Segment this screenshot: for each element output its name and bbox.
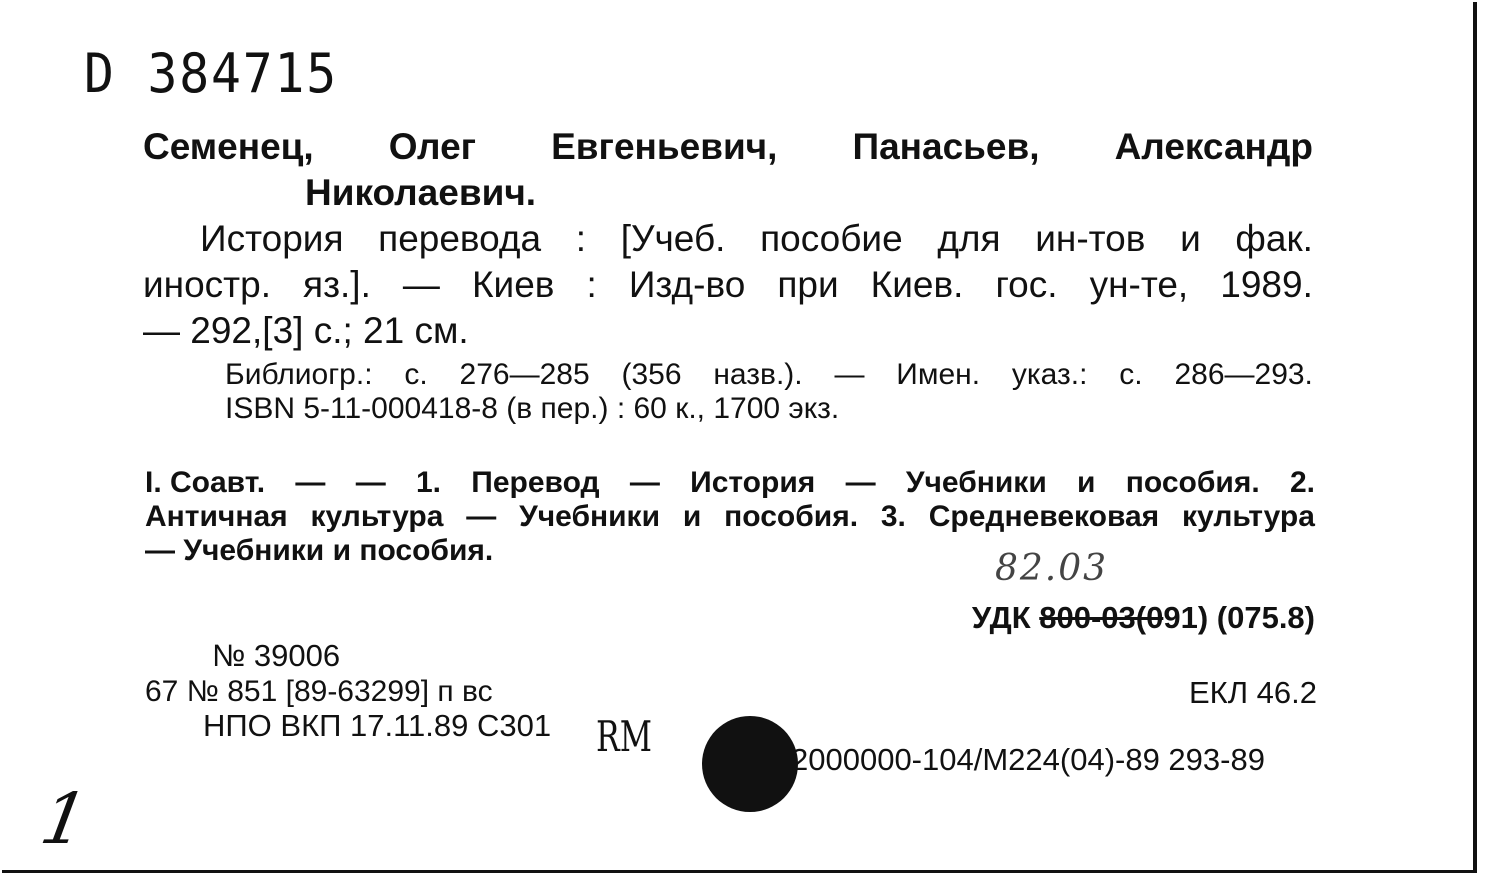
udk-label: УДК (971, 600, 1031, 635)
udk-line (972, 600, 1315, 636)
title-word: Изд-во (628, 264, 746, 305)
title-word: — (402, 264, 440, 305)
title-word: ин-тов (1035, 218, 1146, 259)
title-word: яз.]. (303, 264, 371, 305)
code-line: 2000000-104/М224(04)-89 293-89 (791, 742, 1265, 777)
author-line-1 (143, 126, 1313, 168)
subject-word: пособия. (1125, 466, 1260, 499)
author-word: Семенец, (143, 126, 314, 167)
rm-mark: RM (596, 712, 652, 761)
title-line-1 (200, 218, 1313, 260)
subject-word: I. Соавт. (145, 466, 266, 499)
subject-word: 3. (880, 500, 906, 533)
catalog-number: № 39006 (212, 638, 341, 673)
note-word: с. (404, 358, 428, 391)
subject-word: Античная (145, 500, 288, 533)
subjects-line-3: — Учебники и пособия. (145, 534, 494, 567)
note-word: (356 (621, 358, 682, 391)
subject-word: — (629, 466, 660, 499)
author-word: Панасьев, (852, 126, 1040, 167)
subject-word: Учебники (905, 466, 1047, 499)
corner-handwritten-mark: 1 (34, 778, 94, 860)
subject-word: История (690, 466, 816, 499)
npo-line: НПО ВКП 17.11.89 С301 (203, 708, 552, 743)
punch-hole (702, 716, 798, 812)
note-word: Имен. (896, 358, 981, 391)
author-word: Евгеньевич, (551, 126, 778, 167)
title-word: : (586, 264, 597, 305)
note-word: 286—293. (1174, 358, 1313, 391)
subject-word: Учебники (519, 500, 661, 533)
title-word: ун-те, (1089, 264, 1189, 305)
subject-word: 1. (415, 466, 441, 499)
udk-struck-code: 800-03(0 (1039, 600, 1164, 635)
title-word: пособие (760, 218, 903, 259)
title-word: при (777, 264, 839, 305)
subject-word: — (845, 466, 876, 499)
title-word: гос. (995, 264, 1058, 305)
subject-word: Средневековая (928, 500, 1160, 533)
author-word: Александр (1114, 126, 1313, 167)
handwritten-classification: 82.03 (995, 548, 1109, 589)
title-line-3: — 292,[3] с.; 21 см. (143, 310, 469, 351)
title-word: История (200, 218, 344, 259)
subject-word: — (295, 466, 326, 499)
title-word: : (575, 218, 587, 259)
bibliography-note (225, 358, 1313, 392)
title-word: и (1180, 218, 1201, 259)
title-word: Киев. (870, 264, 964, 305)
author-line-2: Николаевич. (305, 172, 537, 213)
title-word: фак. (1235, 218, 1313, 259)
subject-word: и (682, 500, 702, 533)
accession-number: D 384715 (84, 42, 339, 105)
note-word: 276—285 (459, 358, 590, 391)
title-word: Киев (471, 264, 555, 305)
title-word: перевода (378, 218, 542, 259)
subject-word: пособия. (724, 500, 859, 533)
order-line: 67 № 851 [89-63299] п вс (145, 675, 493, 708)
subject-word: — (466, 500, 497, 533)
note-word: указ.: (1011, 358, 1088, 391)
udk-code: 91) (075.8) (1163, 600, 1315, 635)
subject-word: культура (310, 500, 444, 533)
ekl-code: ЕКЛ 46.2 (1188, 675, 1317, 710)
subject-word: и (1077, 466, 1096, 499)
note-word: — (834, 358, 865, 391)
subject-word: — (355, 466, 386, 499)
title-word: иностр. (143, 264, 271, 305)
subjects-line-1 (145, 466, 1315, 500)
subject-word: Перевод (471, 466, 600, 499)
note-word: Библиогр.: (225, 358, 373, 391)
title-word: для (937, 218, 1001, 259)
subject-word: 2. (1289, 466, 1315, 499)
isbn-line: ISBN 5-11-000418-8 (в пер.) : 60 к., 1700 экз. (225, 392, 840, 425)
title-word: 1989. (1220, 264, 1313, 305)
subjects-line-2 (145, 500, 1315, 534)
note-word: назв.). (713, 358, 803, 391)
title-word: [Учеб. (620, 218, 726, 259)
title-line-2 (143, 264, 1313, 306)
note-word: с. (1119, 358, 1143, 391)
author-word: Олег (388, 126, 477, 167)
subject-word: культура (1182, 500, 1315, 533)
